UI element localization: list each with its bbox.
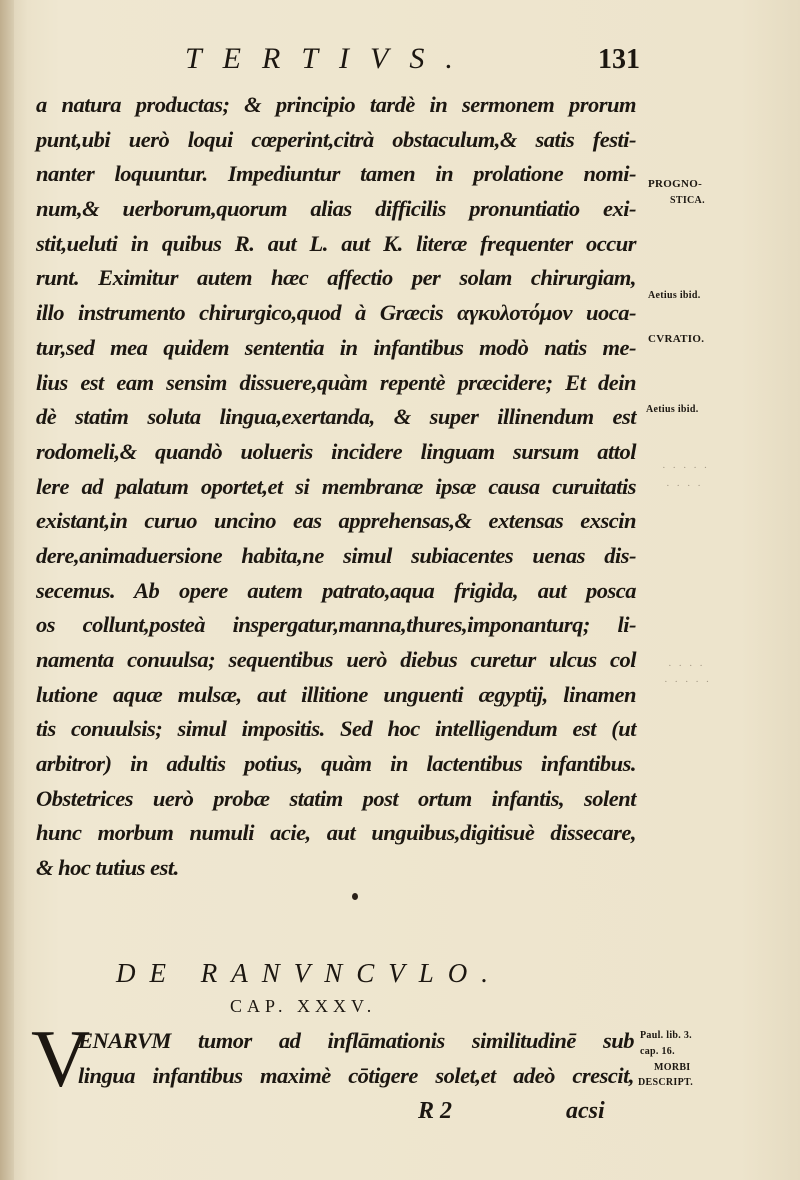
text-line: stit,ueluti in quibus R. aut L. aut K. literæ frequenter occur <box>36 230 636 256</box>
show-through-marks: · · · · <box>668 660 705 672</box>
margin-note-morbi: MORBI <box>654 1062 691 1073</box>
text-line: Obstetrices uerò probæ statim post ortum infantis, solent <box>36 785 636 811</box>
text-line: tur,sed mea quidem sententia in infantibus modò natis me- <box>36 334 636 360</box>
text-line: secemus. Ab opere autem patrato,aqua frigida, aut posca <box>36 577 636 603</box>
text-line: namenta conuulsa; sequentibus uerò diebus curetur ulcus col <box>36 647 636 672</box>
margin-note-curatio: CVRATIO. <box>648 333 705 345</box>
text-line: lere ad palatum oportet,et si membranæ ipsæ causa curuitatis <box>36 473 636 499</box>
text-line: existant,in curuo uncino eas apprehensas,& extensas exscin <box>36 508 636 534</box>
catchword: acsi <box>566 1098 605 1124</box>
signature-mark: R 2 <box>418 1098 453 1124</box>
text-line: rodomeli,& quandò uolueris incidere linguam sursum attol <box>36 438 636 464</box>
text-line: os collunt,posteà inspergatur,manna,thures,imponanturq; li- <box>36 612 636 638</box>
text-line: hunc morbum numuli acie, aut unguibus,digitisuè dissecare, <box>36 820 636 846</box>
text-line: nanter loquuntur. Impediuntur tamen in prolatione nomi- <box>36 161 636 187</box>
text-line: lius est eam sensim dissuere,quàm repentè præcidere; Et dein <box>36 369 636 395</box>
main-text-block <box>36 88 636 886</box>
ink-spot <box>352 893 358 900</box>
text-line: illo instrumento chirurgico,quod à Græcis αγκυλοτόμον uoca- <box>36 300 636 326</box>
text-line: dere,animaduersione habita,ne simul subiacentes uenas dis- <box>36 542 636 568</box>
chapter-number: CAP. XXXV. <box>230 996 377 1016</box>
margin-note-prognostica-cont: STICA. <box>670 195 705 206</box>
margin-note-aetius: Aetius ibid. <box>648 290 701 301</box>
running-title: TERTIVS. <box>185 42 474 75</box>
drop-cap: V <box>31 1013 91 1104</box>
chapter-text-block <box>78 1024 634 1093</box>
text-line: ENARVM tumor ad inflāmationis similitudinē sub <box>78 1028 634 1053</box>
running-head <box>0 42 800 82</box>
text-line: punt,ubi uerò loqui cœperint,citrà obstaculum,& satis festi- <box>36 126 636 152</box>
text-line: arbitror) in adultis potius, quàm in lactentibus infantibus. <box>36 751 636 777</box>
book-gutter <box>0 0 14 1180</box>
folio-number: 131 <box>598 44 640 75</box>
text-line: & hoc tutius est. <box>36 855 179 881</box>
text-line: lutione aquæ mulsæ, aut illitione unguenti ægyptij, linamen <box>36 681 636 707</box>
chapter-title: DE RANVNCVLO. <box>116 958 503 988</box>
margin-note-aetius-2: Aetius ibid. <box>646 404 699 415</box>
text-line: lingua infantibus maximè cōtigere solet,et adeò crescit, <box>78 1062 634 1088</box>
margin-note-prognostica: PROGNO- <box>648 178 703 190</box>
text-line: tis conuulsis; simul impositis. Sed hoc intelligendum est (ut <box>36 716 636 742</box>
text-line: dè statim soluta lingua,exertanda, & super illinendum est <box>36 404 636 430</box>
show-through-marks: · · · · <box>666 480 703 492</box>
margin-note-paul: Paul. lib. 3. <box>640 1030 692 1041</box>
text-line: runt. Eximitur autem hæc affectio per solam chirurgiam, <box>36 265 636 291</box>
margin-note-paul-cap: cap. 16. <box>640 1046 675 1057</box>
show-through-marks: · · · · · <box>662 462 710 474</box>
text-line: a natura productas; & principio tardè in sermonem prorum <box>36 92 636 117</box>
show-through-marks: · · · · · <box>664 676 712 688</box>
text-line: num,& uerborum,quorum alias difficilis pronuntiatio exi- <box>36 196 636 222</box>
margin-note-descript: DESCRIPT. <box>638 1077 694 1088</box>
